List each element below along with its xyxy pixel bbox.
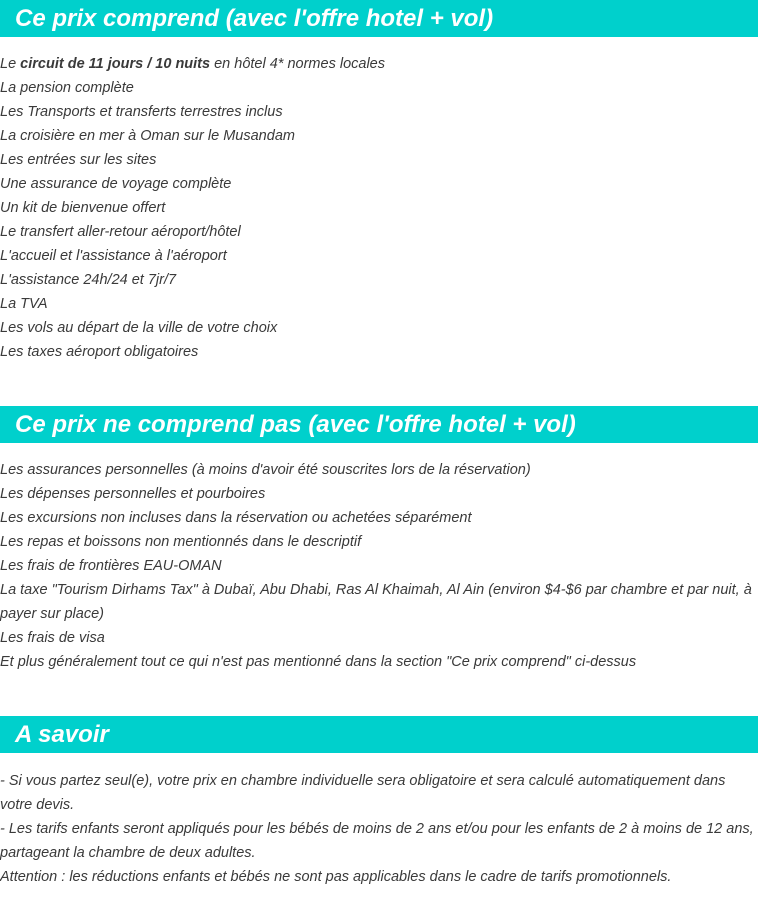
list-item: Les frais de frontières EAU-OMAN xyxy=(0,558,222,574)
excluded-list xyxy=(0,458,758,674)
section-to-know xyxy=(0,716,758,889)
list-item: Les entrées sur les sites xyxy=(0,152,157,168)
list-item: Les excursions non incluses dans la réservation ou achetées séparément xyxy=(0,510,472,526)
list-item: Attention : les réductions enfants et bébés ne sont pas applicables dans le cadre de tarifs promotionnels. xyxy=(0,869,672,885)
section-excluded xyxy=(0,406,758,674)
to-know-list xyxy=(0,769,758,889)
list-item: La pension complète xyxy=(0,80,134,96)
list-item: Les dépenses personnelles et pourboires xyxy=(0,486,266,502)
included-list xyxy=(0,52,758,364)
list-item: La croisière en mer à Oman sur le Musandam xyxy=(0,128,295,144)
list-item: Le transfert aller-retour aéroport/hôtel xyxy=(0,224,241,240)
list-item: Les assurances personnelles (à moins d'avoir été souscrites lors de la réservation) xyxy=(0,462,531,478)
item-bold: circuit de 11 jours / 10 nuits xyxy=(20,56,211,72)
list-item: Les vols au départ de la ville de votre choix xyxy=(0,320,278,336)
list-item: Les Transports et transferts terrestres inclus xyxy=(0,104,283,120)
list-item: L'assistance 24h/24 et 7jr/7 xyxy=(0,272,177,288)
item-prefix: Le xyxy=(0,56,21,72)
list-item: Et plus généralement tout ce qui n'est pas mentionné dans la section "Ce prix comprend" ci-dessus xyxy=(0,654,637,670)
section-title-included: Ce prix comprend (avec l'offre hotel + vol) xyxy=(0,0,758,37)
list-item: Les taxes aéroport obligatoires xyxy=(0,344,199,360)
list-item: Les frais de visa xyxy=(0,630,105,646)
list-item: Les repas et boissons non mentionnés dans le descriptif xyxy=(0,534,362,550)
list-item: La taxe "Tourism Dirhams Tax" à Dubaï, Abu Dhabi, Ras Al Khaimah, Al Ain (environ $4-$6 par chambre et par nuit, à payer sur place) xyxy=(0,582,752,622)
list-item: - Si vous partez seul(e), votre prix en chambre individuelle sera obligatoire et sera calculé automatiquement dans votre devis. xyxy=(0,773,726,813)
list-item: Une assurance de voyage complète xyxy=(0,176,232,192)
section-title-excluded: Ce prix ne comprend pas (avec l'offre hotel + vol) xyxy=(0,406,758,443)
section-title-to-know: A savoir xyxy=(0,716,758,753)
list-item: La TVA xyxy=(0,296,48,312)
list-item: - Les tarifs enfants seront appliqués pour les bébés de moins de 2 ans et/ou pour les enfants de 2 à moins de 12 ans, partageant la chambre de deux adultes. xyxy=(0,821,754,861)
section-included xyxy=(0,0,758,364)
item-suffix: en hôtel 4* normes locales xyxy=(210,56,385,72)
list-item: Un kit de bienvenue offert xyxy=(0,200,166,216)
list-item xyxy=(0,52,758,76)
list-item: L'accueil et l'assistance à l'aéroport xyxy=(0,248,227,264)
